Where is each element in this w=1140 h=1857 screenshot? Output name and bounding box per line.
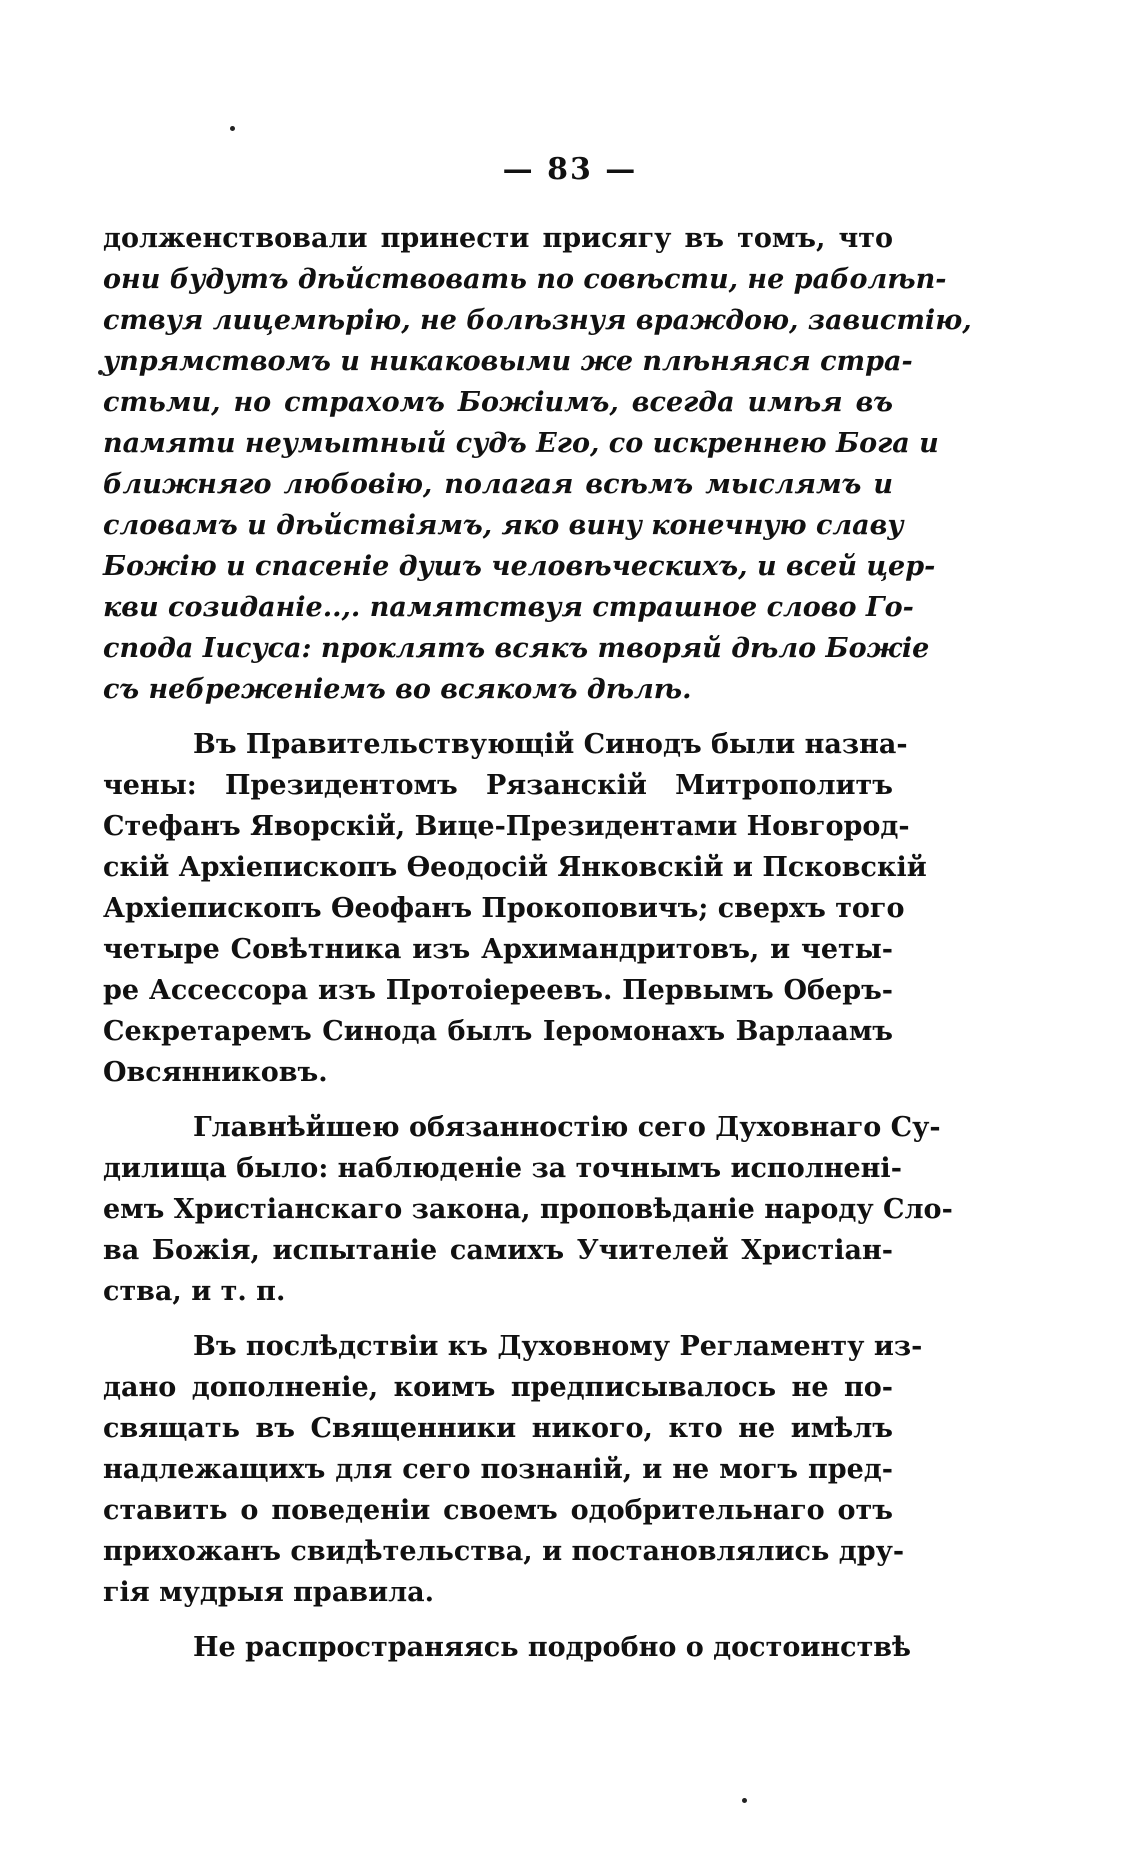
text-line: емъ Христіанскаго закона, проповѣданіе народу Сло-	[103, 1194, 953, 1225]
paragraph-supplement	[103, 1326, 923, 1613]
paragraph-duty	[103, 1107, 953, 1312]
text-line: словамъ и дѣйствіямъ, яко вину конечную славу	[103, 510, 904, 541]
print-speck	[230, 126, 235, 131]
text-line: прихожанъ свидѣтельства, и постановлялись дру-	[103, 1536, 905, 1567]
text-line: гія мудрыя правила.	[103, 1577, 435, 1608]
text-line: они будутъ дѣйствовать по совѣсти, не раболѣп-	[103, 264, 947, 295]
paragraph-oath	[103, 218, 972, 710]
paragraph-synod	[103, 724, 927, 1093]
text-line: памяти неумытный судъ Его, со искреннею Бога и	[103, 428, 939, 459]
text-line: ва Божія, испытаніе самихъ Учителей Христіан-	[103, 1235, 893, 1266]
text-line: Главнѣйшею обязанностію сего Духовнаго Су-	[193, 1112, 941, 1143]
text-line: Стефанъ Яворскій, Вице-Президентами Новгород-	[103, 811, 910, 842]
text-line: дано дополненіе, коимъ предписывалось не по-	[103, 1372, 893, 1403]
text-line: съ небреженіемъ во всякомъ дѣлѣ.	[103, 674, 692, 705]
text-line: Секретаремъ Синода былъ Іеромонахъ Варлаамъ	[103, 1016, 893, 1047]
text-line: ре Ассессора изъ Протоіереевъ. Первымъ Оберъ-	[103, 975, 893, 1006]
paragraph-closing	[103, 1627, 912, 1668]
text-line: ствуя лицемѣрію, не болѣзнуя враждою, завистію,	[103, 305, 972, 336]
text-line: Въ Правительствующій Синодъ были назна-	[193, 729, 908, 760]
text-line: чены: Президентомъ Рязанскій Митрополитъ	[103, 770, 893, 801]
text-line: ства, и т. п.	[103, 1276, 286, 1307]
text-line: четыре Совѣтника изъ Архимандритовъ, и четы-	[103, 934, 893, 965]
text-line: скій Архіепископъ Ѳеодосій Янковскій и Псковскій	[103, 852, 927, 883]
text-line: Въ послѣдствіи къ Духовному Регламенту из-	[193, 1331, 923, 1362]
text-line: стьми, но страхомъ Божіимъ, всегда имѣя въ	[103, 387, 893, 418]
text-line: надлежащихъ для сего познаній, и не могъ пред-	[103, 1454, 893, 1485]
text-line: Овсянниковъ.	[103, 1057, 328, 1088]
text-line: кви созиданіе..,. памятствуя страшное слово Го-	[103, 592, 914, 623]
page-body	[103, 218, 972, 1668]
text-line: дилища было: наблюденіе за точнымъ исполнені-	[103, 1153, 902, 1184]
text-line: Не распространяясь подробно о достоинствѣ	[193, 1632, 912, 1663]
text-line: Архіепископъ Ѳеофанъ Прокоповичъ; сверхъ того	[103, 893, 905, 924]
text-line: Божію и спасеніе душъ человѣческихъ, и всей цер-	[103, 551, 936, 582]
text-line: ставить о поведеніи своемъ одобрительнаго отъ	[103, 1495, 893, 1526]
text-line: ближняго любовію, полагая всѣмъ мыслямъ и	[103, 469, 893, 500]
text-line: упрямствомъ и никаковыми же плѣняяся стра-	[103, 346, 913, 377]
text-line: долженствовали принести присягу въ томъ, что	[103, 223, 893, 254]
print-speck	[742, 1798, 747, 1803]
text-line: спода Іисуса: проклятъ всякъ творяй дѣло Божіе	[103, 633, 930, 664]
page-number: — 83 —	[502, 152, 638, 187]
text-line: свящать въ Священники никого, кто не имѣлъ	[103, 1413, 893, 1444]
print-speck	[98, 370, 103, 375]
